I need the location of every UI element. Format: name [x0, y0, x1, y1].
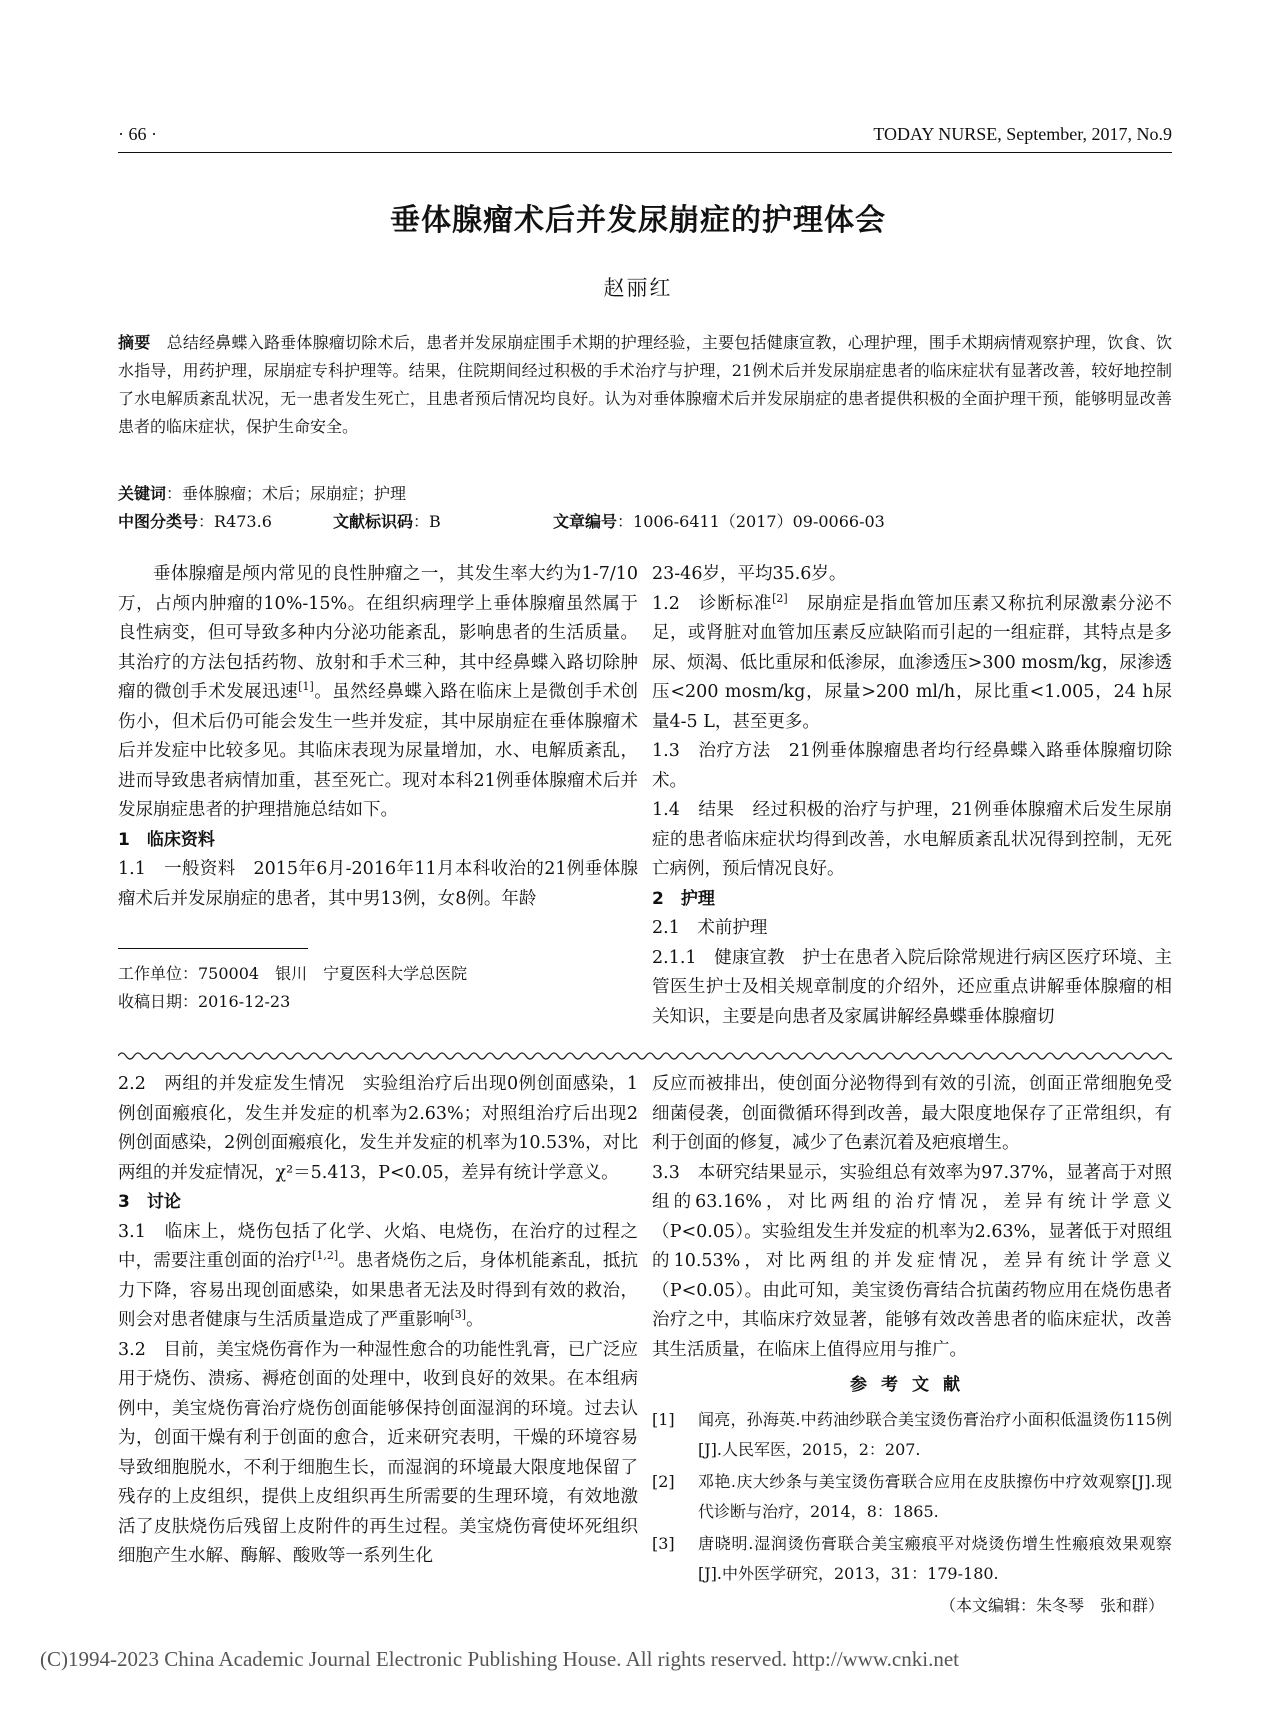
page-number: · 66 · — [118, 124, 157, 144]
paragraph-text: 2015年6月-2016年11月本科收治的21例垂体腺瘤术后并发尿崩症的患者，其中男13例，女8例。年龄 — [118, 859, 638, 909]
paragraph-1-4 — [652, 796, 1172, 885]
subsection-label: 1.1 一般资料 — [118, 859, 236, 879]
lower-right-column — [652, 1070, 1172, 1621]
paragraph-text: 尿崩症是指血管加压素又称抗利尿激素分泌不足，或肾脏对血管加压素反应缺陷而引起的一组症群，其特点是多尿、烦渴、低比重尿和低渗尿，血渗透压>300 mosm/kg，尿渗透压<200 mosm/kg，尿量>200 ml/h，尿比重<1.005，24 h尿量4-5 L，甚至更多。 — [652, 593, 1172, 732]
paragraph-1-1 — [118, 855, 638, 914]
paragraph-text: 经过积极的治疗与护理，21例垂体腺瘤术后发生尿崩症的患者临床症状均得到改善，水电解质紊乱状况得到控制，无死亡病例，预后情况良好。 — [652, 800, 1172, 879]
wavy-separator — [118, 1050, 1172, 1062]
keywords-text: ：垂体腺瘤；术后；尿崩症；护理 — [166, 484, 407, 503]
continuation-paragraph: 反应而被排出，使创面分泌物得到有效的引流，创面正常细胞免受细菌侵袭，创面微循环得到改善，最大限度地保存了正常组织，有利于创面的修复，减少了色素沉着及疤痕增生。 — [652, 1074, 1172, 1153]
paragraph-3-1 — [118, 1218, 638, 1336]
intro-text: 垂体腺瘤是颅内常见的良性肿瘤之一，其发生率大约为1-7/10万，占颅内肿瘤的10%-15%。在组织病理学上垂体腺瘤虽然属于良性病变，但可导致多种内分泌功能紊乱，影响患者的生活质量。其治疗的方法包括药物、放射和手术三种，其中经鼻蝶入路切除肿瘤的微创手术发展迅速 — [118, 564, 638, 702]
paragraph-text: 实验组治疗后出现0例创面感染，1例创面瘢痕化，发生并发症的机率为2.63%；对照组治疗后出现2例创面感染，2例创面瘢痕化，发生并发症的机率为10.53%，对比两组的并发症情况，χ²＝5.413，P<0.05，差异有统计学意义。 — [118, 1074, 638, 1183]
subsection-label: 1.2 诊断标准 — [652, 593, 773, 614]
citation: [1,2] — [312, 1249, 339, 1263]
upper-right-column — [652, 560, 1172, 1032]
doc-value: ：B — [413, 512, 441, 531]
header-rule — [118, 152, 1172, 153]
work-unit: 工作单位：750004 银川 宁夏医科大学总医院 — [118, 964, 468, 983]
subsection-label: 1.4 结果 — [652, 800, 735, 820]
citation: [2] — [772, 591, 788, 605]
intro-paragraph — [118, 560, 638, 826]
section-heading: 2 护理 — [652, 888, 715, 909]
copyright-footer: (C)1994-2023 China Academic Journal Electronic Publishing House. All rights reserved. http://www.cnki.net — [40, 1647, 959, 1671]
paragraph-2-1-1 — [652, 944, 1172, 1033]
abstract — [118, 329, 1172, 441]
article-number — [553, 508, 885, 536]
reference-text: 闻亮，孙海英.中药油纱联合美宝烫伤膏治疗小面积低温烫伤115例[J].人民军医，2015，2：207. — [698, 1409, 1172, 1459]
article-title: 垂体腺瘤术后并发尿崩症的护理体会 — [390, 203, 886, 238]
clc-label: 中图分类号 — [118, 512, 199, 531]
clc-value: ：R473.6 — [198, 512, 272, 531]
paragraph-1-3 — [652, 737, 1172, 796]
paragraph-text-cont: 。患者烧伤之后，身体机能紊乱，抵抗力下降，容易出现创面感染，如果患者无法及时得到有效的救治，则会对患者健康与生活质量造成了严重影响 — [118, 1251, 639, 1330]
subsection-label: 2.1.1 健康宣教 — [652, 947, 785, 968]
subsection-label: 2.2 两组的并发症发生情况 — [118, 1074, 345, 1094]
reference-list — [652, 1405, 1172, 1589]
clc-number — [118, 508, 333, 536]
journal-header: TODAY NURSE, September, 2017, No.9 — [873, 124, 1172, 144]
footnote-rule — [118, 948, 308, 949]
section-heading: 1 临床资料 — [118, 829, 215, 850]
reference-text: 唐晓明.湿润烫伤膏联合美宝瘢痕平对烧烫伤增生性瘢痕效果观察[J].中外医学研究，2013，31：179-180. — [698, 1533, 1172, 1583]
doc-label: 文献标识码 — [333, 512, 414, 531]
doc-code — [333, 508, 553, 536]
article-value: ：1006-6411（2017）09-0066-03 — [617, 512, 885, 531]
upper-left-column — [118, 560, 638, 914]
subsection-label: 1.3 治疗方法 — [652, 741, 771, 761]
lower-left-column — [118, 1070, 638, 1572]
age-continuation: 23-46岁，平均35.6岁。 — [652, 564, 847, 584]
paragraph-3-3: 3.3 本研究结果显示，实验组总有效率为97.37%，显著高于对照组的63.16%，对比两组的治疗情况，差异有统计学意义（P<0.05）。实验组发生并发症的机率为2.63%，显著低于对照组的10.53%，对比两组的并发症情况，差异有统计学意义（P<0.05）。由此可知，美宝烫伤膏结合抗菌药物应用在烧伤患者治疗之中，其临床疗效显著，能够有效改善患者的临床症状，改善其生活质量，在临床上值得应用与推广。 — [652, 1162, 1172, 1360]
citation: [1] — [298, 680, 314, 694]
references-heading: 参考文献 — [850, 1375, 974, 1395]
classification-row — [118, 508, 1172, 536]
reference-item — [652, 1529, 1172, 1589]
article-meta — [118, 480, 1172, 536]
paragraph-3-2: 3.2 目前，美宝烧伤膏作为一种湿性愈合的功能性乳膏，已广泛应用于烧伤、溃疡、褥疮创面的处理中，收到良好的效果。在本组病例中，美宝烧伤膏治疗烧伤创面能够保持创面湿润的环境。过去认为，创面干燥有利于创面的愈合，近来研究表明，干燥的环境容易导致细胞脱水，不利于细胞生长，而湿润的环境最大限度地保留了残存的上皮组织，提供上皮组织再生所需要的生理环境，有效地激活了皮肤烧伤后残留上皮附件的再生过程。美宝烧伤膏使坏死组织细胞产生水解、酶解、酸败等一系列生化 — [118, 1339, 638, 1566]
reference-item — [652, 1405, 1172, 1465]
paragraph-end: 。 — [466, 1310, 484, 1330]
paragraph-1-2 — [652, 590, 1172, 738]
reference-number: [1] — [652, 1409, 675, 1429]
abstract-label: 摘要 — [118, 333, 151, 352]
reference-item — [652, 1467, 1172, 1527]
paragraph-text: 21例垂体腺瘤患者均行经鼻蝶入路垂体腺瘤切除术。 — [652, 741, 1172, 791]
reference-number: [2] — [652, 1471, 675, 1491]
reference-text: 邓艳.庆大纱条与美宝烫伤膏联合应用在皮肤擦伤中疗效观察[J].现代诊断与治疗，2014，8：1865. — [698, 1471, 1172, 1521]
abstract-text: 总结经鼻蝶入路垂体腺瘤切除术后，患者并发尿崩症围手术期的护理经验，主要包括健康宣教，心理护理，围手术期病情观察护理，饮食、饮水指导，用药护理，尿崩症专科护理等。结果，住院期间经过积极的手术治疗与护理，21例术后并发尿崩症患者的临床症状有显著改善，较好地控制了水电解质紊乱状况，无一患者发生死亡，且患者预后情况均良好。认为对垂体腺瘤术后并发尿崩症的患者提供积极的全面护理干预，能够明显改善患者的临床症状，保护生命安全。 — [118, 333, 1172, 436]
received-date: 收稿日期：2016-12-23 — [118, 992, 291, 1011]
paragraph-text: 3.1 临床上，烧伤包括了化学、火焰、电烧伤，在治疗的过程之中，需要注重创面的治疗 — [118, 1221, 638, 1271]
reference-number: [3] — [652, 1533, 675, 1553]
citation: [3] — [450, 1308, 467, 1322]
article-author: 赵丽红 — [603, 276, 673, 300]
keywords-label: 关键词 — [118, 484, 167, 503]
intro-text-cont: 。虽然经鼻蝶入路在临床上是微创手术创伤小，但术后仍可能会发生一些并发症，其中尿崩症在垂体腺瘤术后并发症中比较多见。其临床表现为尿量增加，水、电解质紊乱，进而导致患者病情加重，甚至死亡。现对本科21例垂体腺瘤术后并发尿崩症患者的护理措施总结如下。 — [118, 682, 639, 820]
subsection-heading: 2.1 术前护理 — [652, 918, 768, 938]
paragraph-2-2 — [118, 1070, 638, 1188]
editor-note: （本文编辑：朱冬琴 张和群） — [939, 1595, 1164, 1615]
section-heading: 3 讨论 — [118, 1192, 181, 1212]
footnote — [118, 960, 467, 1016]
article-label: 文章编号 — [553, 512, 618, 531]
paragraph-text: 护士在患者入院后除常规进行病区医疗环境、主管医生护士及相关规章制度的介绍外，还应重点讲解垂体腺瘤的相关知识，主要是向患者及家属讲解经鼻蝶垂体腺瘤切 — [652, 947, 1172, 1027]
keywords-row — [118, 480, 1172, 508]
